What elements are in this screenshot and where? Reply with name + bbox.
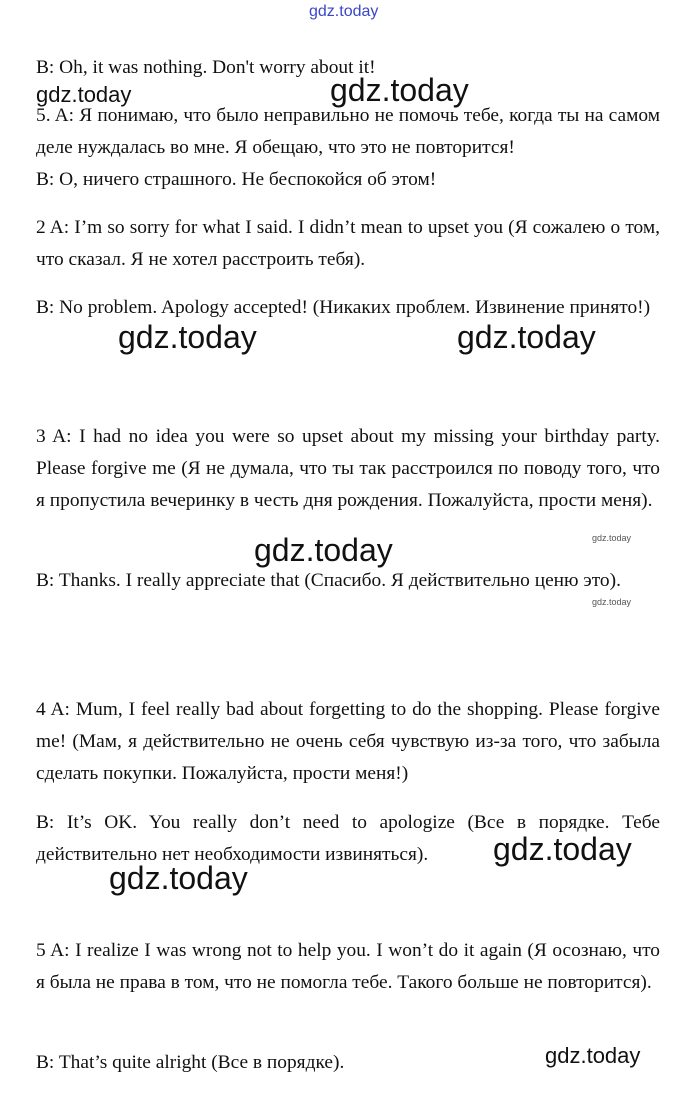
watermark: gdz.today xyxy=(457,319,596,355)
watermark: gdz.today xyxy=(545,1043,641,1068)
watermark: gdz.today xyxy=(36,82,132,107)
watermark: gdz.today xyxy=(254,532,393,568)
paragraph-3: B: О, ничего страшного. Не беспокойся об этом! xyxy=(36,169,437,190)
watermark: gdz.today xyxy=(330,72,469,108)
paragraph-8: 4 A: Mum, I feel really bad about forgetting to do the shopping. Please forgive me! (Мам, я действительно не очень себя чувствую из-за того, что забыла сделать покупки. Пожалуйста, прости меня!) xyxy=(36,699,660,784)
paragraph-1: B: Oh, it was nothing. Don't worry about it! xyxy=(36,57,376,78)
watermark: gdz.today xyxy=(592,533,632,543)
paragraph-7: B: Thanks. I really appreciate that (Спасибо. Я действительно ценю это). xyxy=(36,570,621,591)
paragraph-9: B: It’s OK. You really don’t need to apologize (Все в порядке. Тебе действительно нет необходимости извиняться). xyxy=(36,812,660,865)
paragraph-5: B: No problem. Apology accepted! (Никаких проблем. Извинение принято!) xyxy=(36,297,651,318)
paragraph-11: B: That’s quite alright (Все в порядке). xyxy=(36,1052,345,1073)
watermark-top: gdz.today xyxy=(309,3,379,20)
paragraph-4: 2 A: I’m so sorry for what I said. I didn’t mean to upset you (Я сожалею о том, что сказал. Я не хотел расстроить тебя). xyxy=(36,217,660,270)
paragraph-6: 3 A: I had no idea you were so upset about my missing your birthday party. Please forgive me (Я не думала, что ты так расстроился по поводу того, что я пропустила вечеринку в честь дня рождения. Пожалуйста, прости меня). xyxy=(36,426,660,511)
paragraph-2: 5. A: Я понимаю, что было неправильно не помочь тебе, когда ты на самом деле нуждалась во мне. Я обещаю, что это не повторится! xyxy=(36,105,660,158)
watermark: gdz.today xyxy=(592,597,632,607)
watermark: gdz.today xyxy=(109,860,248,896)
watermark: gdz.today xyxy=(118,319,257,355)
paragraph-10: 5 A: I realize I was wrong not to help you. I won’t do it again (Я осознаю, что я была не права в том, что не помогла тебе. Такого больше не повторится). xyxy=(36,940,660,993)
watermark: gdz.today xyxy=(493,831,632,867)
